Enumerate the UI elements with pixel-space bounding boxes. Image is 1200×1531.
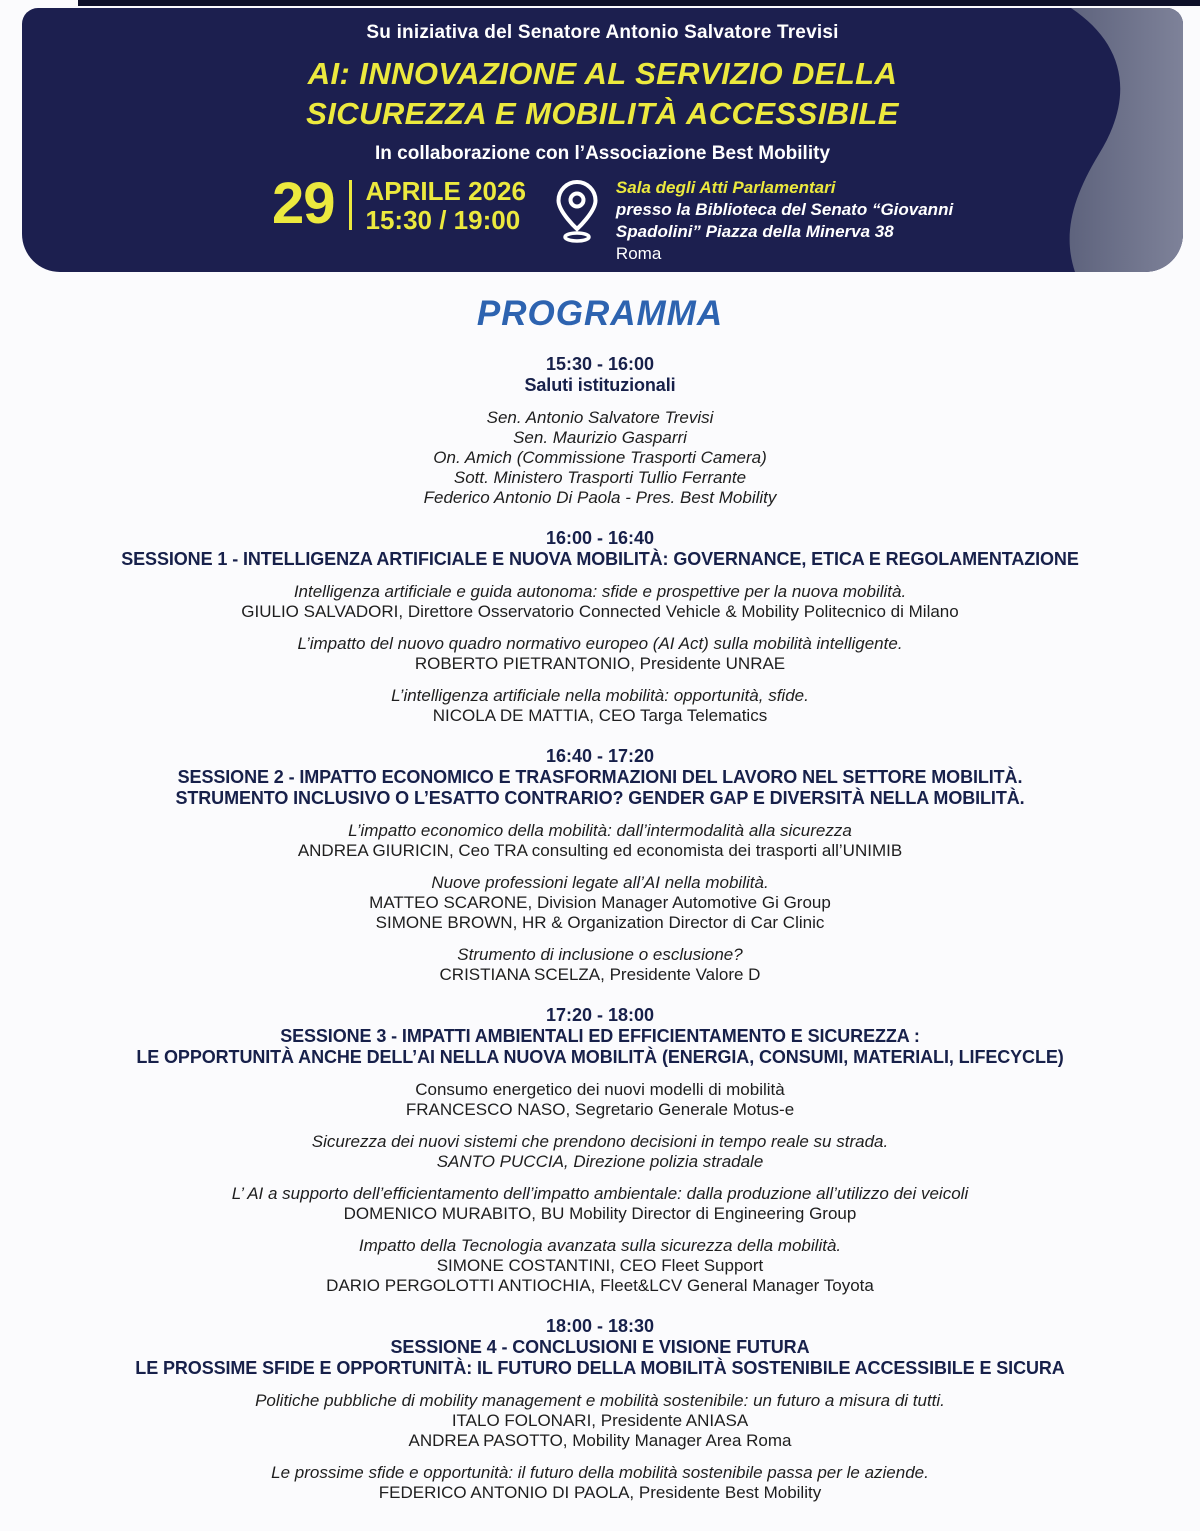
event-time-range: 15:30 / 19:00 <box>365 205 521 235</box>
talk-item <box>0 408 1200 508</box>
location-venue: Sala degli Atti Parlamentari <box>615 178 836 197</box>
talk-title-line: SANTO PUCCIA, Direzione polizia stradale <box>436 1152 764 1171</box>
talk-speaker-line: FEDERICO ANTONIO DI PAOLA, Presidente Best Mobility <box>378 1483 822 1502</box>
location-address-line2: Spadolini” Piazza della Minerva 38 <box>615 222 894 241</box>
session-time: 18:00 - 18:30 <box>545 1316 655 1336</box>
talk-speaker-line: NICOLA DE MATTIA, CEO Targa Telematics <box>432 706 768 725</box>
event-header <box>22 8 1183 272</box>
map-pin-icon <box>554 179 600 248</box>
talk-title-line: Intelligenza artificiale e guida autonoma: sfide e prospettive per la nuova mobilità. <box>293 582 907 601</box>
session-time: 15:30 - 16:00 <box>545 354 655 374</box>
program-title: PROGRAMMA <box>476 294 724 333</box>
location-city: Roma <box>615 244 662 263</box>
header-content <box>22 22 1183 265</box>
program-body <box>0 272 1200 1503</box>
program-section <box>0 746 1200 985</box>
talk-speaker-line: SIMONE COSTANTINI, CEO Fleet Support <box>436 1256 764 1275</box>
talk-speaker-line: ITALO FOLONARI, Presidente ANIASA <box>451 1411 749 1430</box>
initiative-line: Su iniziativa del Senatore Antonio Salvatore Trevisi <box>366 22 839 43</box>
event-month-year: APRILE 2026 <box>365 176 526 206</box>
talk-title-line: Sott. Ministero Trasporti Tullio Ferrante <box>453 468 747 487</box>
talk-title-line: L’ AI a supporto dell’efficientamento dell’impatto ambientale: dalla produzione all’utilizzo dei veicoli <box>231 1184 969 1203</box>
talk-speaker-line: ROBERTO PIETRANTONIO, Presidente UNRAE <box>414 654 786 673</box>
talk-title-line: L’impatto economico della mobilità: dall’intermodalità alla sicurezza <box>348 821 852 840</box>
talk-item <box>0 873 1200 933</box>
date-location-row <box>22 171 1183 265</box>
event-datetime <box>366 177 526 235</box>
program-sections <box>0 354 1200 1503</box>
talk-title-line: On. Amich (Commissione Trasporti Camera) <box>433 448 767 467</box>
talk-speaker-line: ANDREA PASOTTO, Mobility Manager Area Roma <box>408 1431 792 1450</box>
talk-item <box>0 1184 1200 1224</box>
event-day: 29 <box>272 171 335 236</box>
session-heading-line: SESSIONE 1 - INTELLIGENZA ARTIFICIALE E NUOVA MOBILITÀ: GOVERNANCE, ETICA E REGOLAMENTAZIONE <box>121 549 1079 569</box>
session-heading-line: LE PROSSIME SFIDE E OPPORTUNITÀ: IL FUTURO DELLA MOBILITÀ SOSTENIBILE ACCESSIBILE E SICURA <box>135 1358 1065 1378</box>
event-location <box>616 177 953 265</box>
talk-item <box>0 1236 1200 1296</box>
talk-title-line: Impatto della Tecnologia avanzata sulla sicurezza della mobilità. <box>358 1236 842 1255</box>
talk-speaker-line: FRANCESCO NASO, Segretario Generale Motus-e <box>405 1100 795 1119</box>
event-title-line1: AI: INNOVAZIONE AL SERVIZIO DELLA <box>307 56 898 91</box>
program-section <box>0 528 1200 726</box>
session-time: 16:40 - 17:20 <box>545 746 655 766</box>
event-title-line2: SICUREZZA E MOBILITÀ ACCESSIBILE <box>306 96 899 131</box>
session-time: 17:20 - 18:00 <box>545 1005 655 1025</box>
talk-speaker-line: DARIO PERGOLOTTI ANTIOCHIA, Fleet&LCV General Manager Toyota <box>326 1276 874 1295</box>
event-title <box>22 54 1183 134</box>
session-heading-line: SESSIONE 2 - IMPATTO ECONOMICO E TRASFORMAZIONI DEL LAVORO NEL SETTORE MOBILITÀ. <box>177 767 1023 787</box>
talk-speaker-line: DOMENICO MURABITO, BU Mobility Director di Engineering Group <box>343 1204 857 1223</box>
talk-title-line: Politiche pubbliche di mobility management e mobilità sostenibile: un futuro a misura di tutti. <box>255 1391 945 1410</box>
talk-item <box>0 634 1200 674</box>
talk-speaker-line: ANDREA GIURICIN, Ceo TRA consulting ed economista dei trasporti all’UNIMIB <box>297 841 903 860</box>
talk-title-line: L’intelligenza artificiale nella mobilità: opportunità, sfide. <box>391 686 809 705</box>
location-address-line1: presso la Biblioteca del Senato “Giovanni <box>615 200 954 219</box>
talk-item <box>0 1463 1200 1503</box>
talk-title-line: Sen. Antonio Salvatore Trevisi <box>486 408 714 427</box>
talk-speaker-line: GIULIO SALVADORI, Direttore Osservatorio Connected Vehicle & Mobility Politecnico di Milano <box>241 602 959 621</box>
talk-item <box>0 582 1200 622</box>
session-heading-line: SESSIONE 3 - IMPATTI AMBIENTALI ED EFFICIENTAMENTO E SICUREZZA : <box>280 1026 920 1046</box>
talk-title-line: L’impatto del nuovo quadro normativo europeo (AI Act) sulla mobilità intelligente. <box>297 634 903 653</box>
talk-title-line: Federico Antonio Di Paola - Pres. Best Mobility <box>423 488 777 507</box>
talk-title-line: Sen. Maurizio Gasparri <box>513 428 687 447</box>
talk-speaker-line: CRISTIANA SCELZA, Presidente Valore D <box>439 965 761 984</box>
session-heading-line: STRUMENTO INCLUSIVO O L’ESATTO CONTRARIO? GENDER GAP E DIVERSITÀ NELLA MOBILITÀ. <box>175 788 1025 808</box>
session-heading-line: SESSIONE 4 - CONCLUSIONI E VISIONE FUTURA <box>390 1337 810 1357</box>
talk-item <box>0 1391 1200 1451</box>
talk-item <box>0 1080 1200 1120</box>
session-heading-line: Saluti istituzionali <box>524 375 676 395</box>
talk-title-line: Nuove professioni legate all’AI nella mobilità. <box>431 873 769 892</box>
talk-title-line: Le prossime sfide e opportunità: il futuro della mobilità sostenibile passa per le aziende. <box>271 1463 929 1482</box>
talk-item <box>0 686 1200 726</box>
talk-speaker-line: SIMONE BROWN, HR & Organization Director di Car Clinic <box>375 913 825 932</box>
talk-item <box>0 821 1200 861</box>
program-section <box>0 1316 1200 1503</box>
talk-title-line: Sicurezza dei nuovi sistemi che prendono decisioni in tempo reale su strada. <box>311 1132 889 1151</box>
talk-item <box>0 945 1200 985</box>
collaboration-line: In collaborazione con l’Associazione Best Mobility <box>374 143 831 164</box>
program-section <box>0 354 1200 508</box>
talk-item <box>0 1132 1200 1172</box>
talk-title-line: Strumento di inclusione o esclusione? <box>457 945 743 964</box>
program-section <box>0 1005 1200 1296</box>
session-time: 16:00 - 16:40 <box>545 528 655 548</box>
date-divider <box>349 180 352 230</box>
top-dark-strip <box>78 0 1200 6</box>
talk-speaker-line: MATTEO SCARONE, Division Manager Automotive Gi Group <box>369 893 831 912</box>
session-heading-line: LE OPPORTUNITÀ ANCHE DELL’AI NELLA NUOVA MOBILITÀ (ENERGIA, CONSUMI, MATERIALI, LIFECYCLE) <box>136 1047 1064 1067</box>
talk-speaker-line: Consumo energetico dei nuovi modelli di mobilità <box>415 1080 785 1099</box>
